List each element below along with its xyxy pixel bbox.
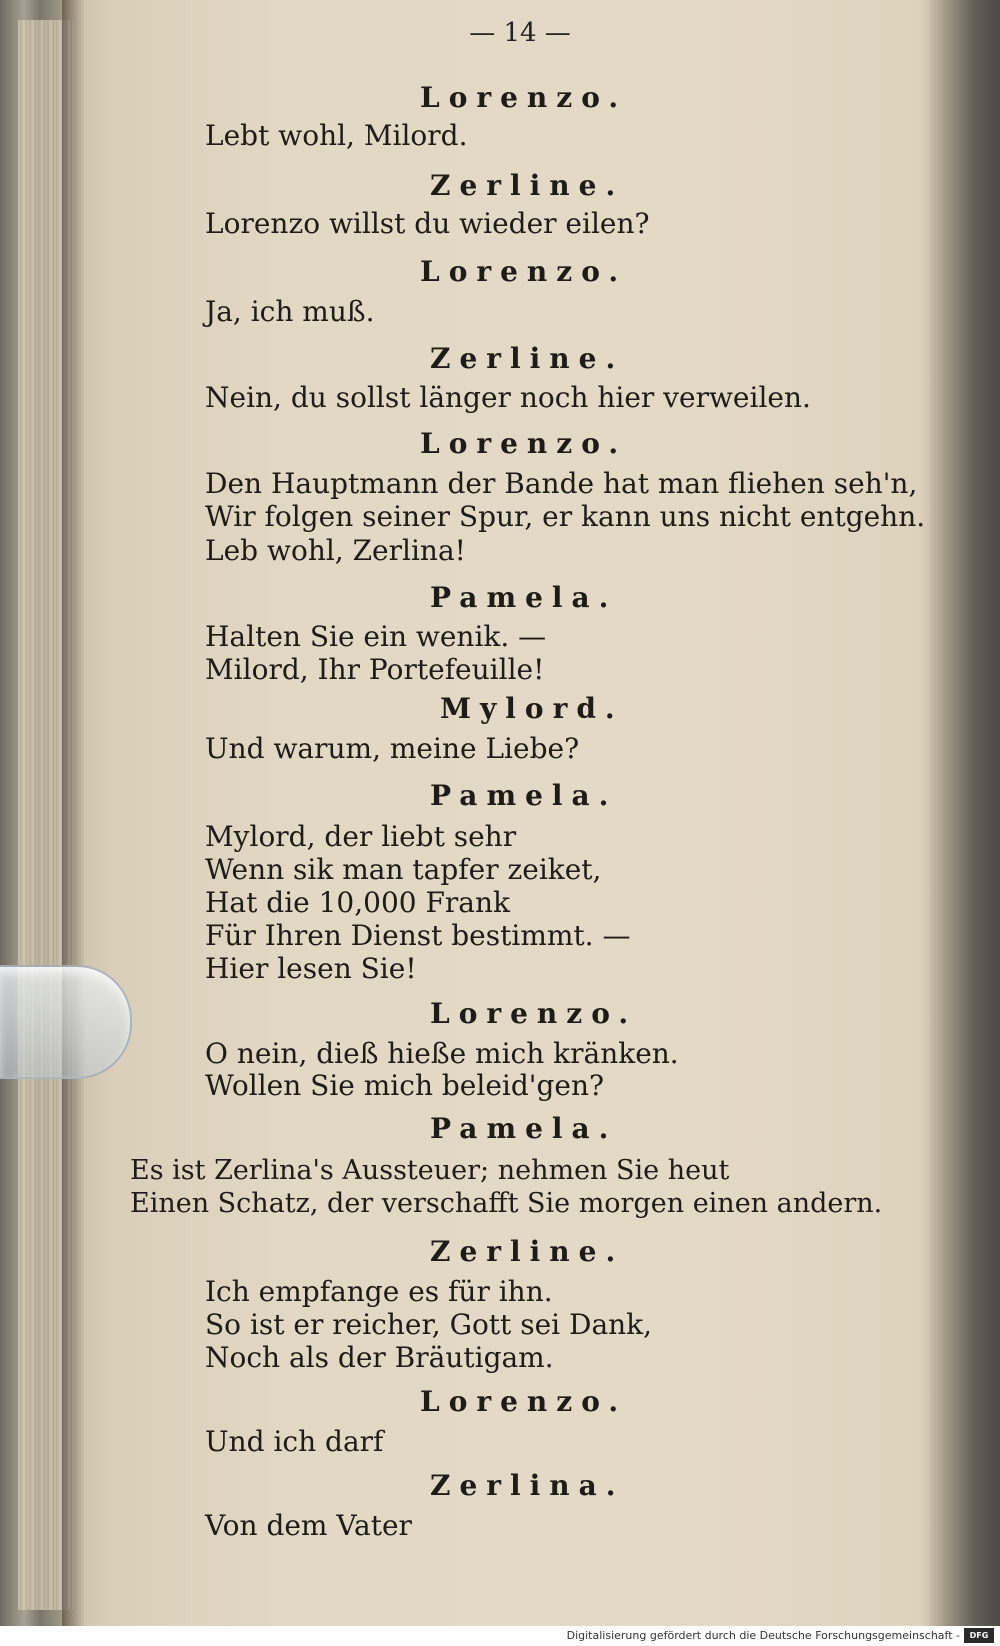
speaker-name: Mylord. (440, 692, 624, 725)
dialogue-line: Ich empfange es für ihn. (205, 1275, 553, 1308)
book-gutter-shadow (62, 0, 84, 1626)
dialogue-line: Lorenzo willst du wieder eilen? (205, 207, 650, 240)
right-page-shadow (930, 0, 1000, 1626)
speaker-name: Zerline. (430, 1235, 625, 1268)
dialogue-line: Leb wohl, Zerlina! (205, 534, 466, 567)
dialogue-line: Hat die 10,000 Frank (205, 886, 510, 919)
speaker-name: Pamela. (430, 581, 618, 614)
dialogue-line: Nein, du sollst länger noch hier verweilen. (205, 381, 811, 414)
page-number: — 14 — (469, 18, 571, 48)
dialogue-line: So ist er reicher, Gott sei Dank, (205, 1308, 653, 1341)
speaker-name: Lorenzo. (420, 81, 628, 114)
speaker-name: Lorenzo. (430, 997, 638, 1030)
dialogue-line: Hier lesen Sie! (205, 952, 417, 985)
speaker-name: Zerlina. (430, 1469, 625, 1502)
speaker-name: Zerline. (430, 342, 625, 375)
dialogue-line: Einen Schatz, der verschafft Sie morgen einen andern. (130, 1188, 883, 1219)
dialogue-line: Lebt wohl, Milord. (205, 119, 468, 152)
dialogue-line: O nein, dieß hieße mich kränken. (205, 1037, 679, 1070)
dialogue-line: Und ich darf (205, 1425, 384, 1458)
dialogue-line: Den Hauptmann der Bande hat man fliehen seh'n, (205, 467, 918, 500)
speaker-name: Lorenzo. (420, 255, 628, 288)
dialogue-line: Wenn sik man tapfer zeiket, (205, 853, 602, 886)
speaker-name: Pamela. (430, 779, 618, 812)
funding-credit: Digitalisierung gefördert durch die Deutsche Forschungsgemeinschaft - (566, 1629, 960, 1642)
dialogue-line: Mylord, der liebt sehr (205, 820, 517, 853)
dialogue-line: Es ist Zerlina's Aussteuer; nehmen Sie heut (130, 1155, 730, 1186)
dialogue-line: Wollen Sie mich beleid'gen? (205, 1069, 605, 1102)
digitization-footer (0, 1626, 1000, 1646)
speaker-name: Lorenzo. (420, 1385, 628, 1418)
dfg-logo: DFG (964, 1628, 994, 1643)
speaker-name: Pamela. (430, 1112, 618, 1145)
dialogue-line: Halten Sie ein wenik. — (205, 620, 547, 653)
dialogue-line: Ja, ich muß. (205, 295, 375, 328)
page-holder-clip (0, 965, 132, 1079)
speaker-name: Zerline. (430, 169, 625, 202)
dialogue-line: Wir folgen seiner Spur, er kann uns nicht entgehn. (205, 500, 926, 533)
dialogue-line: Für Ihren Dienst bestimmt. — (205, 919, 631, 952)
speaker-name: Lorenzo. (420, 427, 628, 460)
dialogue-line: Von dem Vater (205, 1509, 412, 1542)
dialogue-line: Noch als der Bräutigam. (205, 1341, 554, 1374)
dialogue-line: Und warum, meine Liebe? (205, 732, 580, 765)
dialogue-line: Milord, Ihr Portefeuille! (205, 653, 545, 686)
